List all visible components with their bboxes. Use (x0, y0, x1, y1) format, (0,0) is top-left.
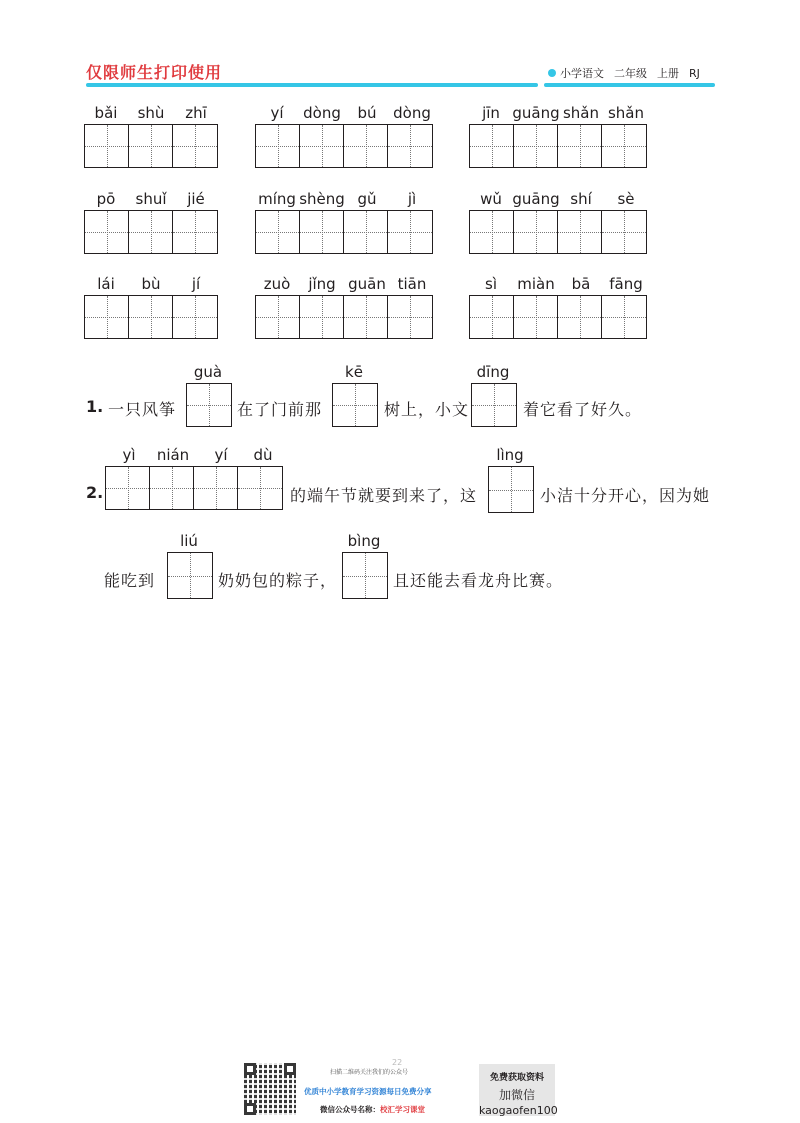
pinyin-syllable: shǎn (607, 104, 645, 122)
pinyin-syllable: bǎi (94, 104, 118, 122)
pinyin-syllable: zhī (185, 104, 207, 122)
answer-cell[interactable] (256, 296, 300, 338)
answer-grid (186, 383, 232, 427)
pinyin-syllable: kē (345, 363, 363, 381)
pinyin-syllable: guà (193, 363, 223, 381)
sentence-text: 小洁十分开心，因为她 (540, 486, 711, 505)
sentence-text: 树上，小文 (384, 400, 470, 419)
answer-grid (84, 124, 218, 168)
answer-cell[interactable] (173, 125, 217, 167)
pinyin-syllable: jīn (482, 104, 500, 122)
answer-grid (167, 552, 213, 599)
account-name: 校汇学习课堂 (380, 1105, 425, 1114)
pinyin-syllable: nián (156, 446, 190, 464)
qr-code-icon[interactable] (244, 1063, 296, 1115)
answer-cell[interactable] (129, 125, 173, 167)
pinyin-syllable: zuò (263, 275, 291, 293)
answer-grid (255, 124, 433, 168)
page-header-title: 仅限师生打印使用 (86, 63, 223, 82)
pinyin-syllable: tiān (397, 275, 427, 293)
answer-grid (255, 295, 433, 339)
answer-cell[interactable] (129, 211, 173, 253)
answer-cell[interactable] (470, 296, 514, 338)
bullet-dot-icon (548, 69, 556, 77)
answer-cell[interactable] (388, 296, 432, 338)
answer-cell[interactable] (173, 211, 217, 253)
question-number-1: 1. (86, 397, 104, 416)
answer-cell[interactable] (129, 296, 173, 338)
pinyin-syllable: guāng (512, 190, 560, 208)
pinyin-syllable: guāng (512, 104, 560, 122)
pinyin-syllable: lìng (496, 446, 524, 464)
answer-grid (255, 210, 433, 254)
header-info (548, 65, 700, 81)
pinyin-syllable: sè (617, 190, 635, 208)
answer-cell[interactable] (514, 296, 558, 338)
wechat-id: kaogaofen100 (479, 1104, 558, 1117)
question-number-2: 2. (86, 483, 104, 502)
sentence-text: 在了门前那 (237, 400, 323, 419)
pinyin-syllable: dù (253, 446, 273, 464)
pinyin-syllable: jié (187, 190, 205, 208)
answer-cell[interactable] (514, 211, 558, 253)
qr-finder (244, 1063, 256, 1075)
qr-finder (244, 1103, 256, 1115)
pinyin-syllable: yì (122, 446, 136, 464)
answer-cell[interactable] (85, 211, 129, 253)
pinyin-syllable: yí (270, 104, 284, 122)
answer-cell[interactable] (168, 553, 212, 598)
answer-cell[interactable] (256, 211, 300, 253)
answer-grid (332, 383, 378, 427)
answer-cell[interactable] (388, 125, 432, 167)
free-label: 免费获取资料 (489, 1073, 544, 1083)
answer-grid (342, 552, 388, 599)
pinyin-syllable: shǎn (562, 104, 600, 122)
pinyin-syllable: fāng (609, 275, 643, 293)
answer-cell[interactable] (472, 384, 516, 426)
answer-cell[interactable] (343, 553, 387, 598)
answer-cell[interactable] (106, 467, 150, 509)
pinyin-syllable: míng (258, 190, 296, 208)
answer-cell[interactable] (602, 125, 646, 167)
answer-grid (84, 295, 218, 339)
pinyin-syllable: gǔ (357, 190, 377, 208)
pinyin-syllable: jì (407, 190, 417, 208)
answer-cell[interactable] (489, 467, 533, 512)
pinyin-syllable: dòng (393, 104, 431, 122)
answer-cell[interactable] (344, 125, 388, 167)
sentence-text: 的端午节就要到来了，这 (290, 486, 478, 505)
answer-cell[interactable] (256, 125, 300, 167)
subject-label: 小学语文 (560, 67, 604, 80)
answer-cell[interactable] (558, 296, 602, 338)
answer-grid (105, 466, 283, 510)
pinyin-syllable: pō (96, 190, 116, 208)
answer-cell[interactable] (300, 211, 344, 253)
sentence-text: 奶奶包的粽子， (218, 571, 338, 590)
answer-cell[interactable] (470, 125, 514, 167)
pinyin-syllable: bìng (347, 532, 381, 550)
sentence-text: 着它看了好久。 (523, 400, 643, 419)
pinyin-syllable: miàn (517, 275, 555, 293)
header-divider (86, 83, 538, 87)
footer-scan-text: 扫描二维码关注我们的公众号 (330, 1069, 409, 1076)
pinyin-syllable: wǔ (480, 190, 502, 208)
pinyin-syllable: jí (191, 275, 201, 293)
pinyin-syllable: dòng (303, 104, 341, 122)
sentence-text: 一只风筝 (108, 400, 177, 419)
answer-grid (471, 383, 517, 427)
answer-cell[interactable] (85, 296, 129, 338)
answer-cell[interactable] (470, 211, 514, 253)
answer-cell[interactable] (194, 467, 238, 509)
pinyin-syllable: dīng (476, 363, 510, 381)
answer-cell[interactable] (173, 296, 217, 338)
answer-cell[interactable] (344, 211, 388, 253)
answer-cell[interactable] (238, 467, 282, 509)
answer-grid (488, 466, 534, 513)
pinyin-syllable: liú (180, 532, 198, 550)
answer-cell[interactable] (388, 211, 432, 253)
add-wechat-label: 加微信 (498, 1088, 535, 1102)
answer-cell[interactable] (344, 296, 388, 338)
answer-cell[interactable] (602, 211, 646, 253)
pinyin-syllable: yí (214, 446, 228, 464)
wechat-promo-box (479, 1064, 558, 1117)
answer-cell[interactable] (300, 125, 344, 167)
answer-grid (469, 295, 647, 339)
pinyin-syllable: shuǐ (135, 190, 167, 208)
answer-cell[interactable] (558, 125, 602, 167)
sentence-text: 且还能去看龙舟比赛。 (393, 571, 564, 590)
answer-cell[interactable] (514, 125, 558, 167)
grade-label: 二年级 (614, 67, 647, 80)
pinyin-syllable: jǐng (308, 275, 336, 293)
footer-account (320, 1104, 425, 1115)
pinyin-syllable: guān (348, 275, 386, 293)
pinyin-syllable: shèng (299, 190, 345, 208)
header-divider-right (544, 83, 715, 87)
pinyin-syllable: bā (571, 275, 591, 293)
answer-cell[interactable] (602, 296, 646, 338)
qr-finder (284, 1063, 296, 1075)
answer-cell[interactable] (187, 384, 231, 426)
pinyin-syllable: sì (485, 275, 497, 293)
pinyin-syllable: bù (141, 275, 161, 293)
answer-cell[interactable] (558, 211, 602, 253)
pinyin-syllable: lái (97, 275, 115, 293)
answer-cell[interactable] (333, 384, 377, 426)
pinyin-syllable: bú (357, 104, 377, 122)
page-number: 22 (392, 1058, 403, 1067)
answer-cell[interactable] (150, 467, 194, 509)
account-label: 微信公众号名称： (320, 1105, 380, 1114)
pinyin-syllable: shù (137, 104, 165, 122)
answer-cell[interactable] (300, 296, 344, 338)
answer-grid (469, 124, 647, 168)
edition-label: RJ (689, 66, 700, 80)
answer-cell[interactable] (85, 125, 129, 167)
term-label: 上册 (657, 67, 679, 80)
answer-grid (469, 210, 647, 254)
sentence-text: 能吃到 (104, 571, 156, 590)
footer-share-text: 优质中小学教育学习资源每日免费分享 (304, 1087, 432, 1096)
answer-grid (84, 210, 218, 254)
pinyin-syllable: shí (570, 190, 592, 208)
